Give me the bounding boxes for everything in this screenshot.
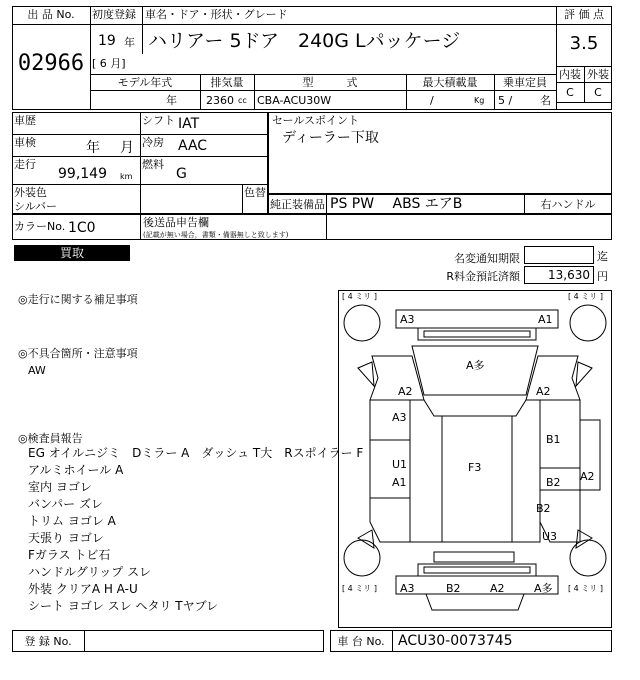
inspector-report-line: 天張り ヨゴレ [28,531,104,545]
defects-value: AW [28,364,46,377]
inspection-month: 月 [120,140,134,156]
displacement-unit: cc [238,96,247,105]
capacity-value: 5 / [498,94,513,107]
mileage-unit: km [120,172,133,181]
history-label: 車歴 [14,114,36,127]
inspector-report-line: ハンドルグリップ スレ [28,565,152,579]
shift-value: IAT [178,116,200,132]
purchase-badge: 買取 [14,245,130,261]
tire-depth-rear-left: [ 4 ミリ ] [342,584,377,593]
first-reg-year: 19 [98,33,116,49]
fuel-label: 燃料 [142,158,164,171]
shift-label: シフト [142,114,175,127]
inspector-report-line: 室内 ヨゴレ [28,480,92,494]
post-doc-label: 後送品申告欄 [143,216,209,229]
max-load-label: 最大積載量 [422,76,478,89]
mark-left-rear-door-u: U1 [392,458,408,471]
interior-label: 内装 [559,68,581,81]
exterior-label: 外装 [587,68,609,81]
mark-right-quarter-u: U3 [542,530,558,543]
mark-left-fender: A2 [398,385,413,398]
sales-point-label: セールスポイント [272,114,360,127]
interior-grade: C [566,86,574,99]
ac-value: AAC [178,138,208,154]
equipment-label: 純正装備品 [270,198,325,211]
inspector-report-line: EG オイルニジミ Dミラー A ダッシュ T大 Rスポイラー F [28,446,364,460]
mileage-value: 99,149 [58,166,107,182]
mark-rear-bumper-mid: B2 [446,582,461,595]
mark-rear-bumper-right: A多 [534,582,553,595]
capacity-unit: 名 [540,94,551,107]
rating-label: 評 価 点 [564,8,604,21]
recycle-label: R料金預託済額 [446,270,520,283]
fuel-value: G [176,166,187,182]
rating-value: 3.5 [569,33,599,54]
car-outline [338,290,612,628]
post-doc-note: (記載が無い場合，書類・備器無しと致します) [143,231,289,239]
tire-depth-front-left: [ 4 ミリ ] [342,292,377,301]
recycle-amount: 13,630 [548,268,590,282]
inspector-report-line: 外装 クリアA H A-U [28,582,138,596]
first-reg-year-unit: 年 [124,36,135,49]
color-no-label: カラーNo. [14,220,66,233]
mark-right-front-door: B1 [546,433,561,446]
ac-label: 冷房 [142,136,164,149]
mark-front-bumper-left: A3 [400,313,415,326]
name-change-box [524,246,594,264]
inspector-report-line: アルミホイール A [28,463,124,477]
mark-front-bumper-right: A1 [538,313,553,326]
mark-hood: A多 [466,359,485,372]
mark-right-quarter-b: B2 [536,502,551,515]
color-change-label: 色替 [244,186,266,199]
model-code-label: 型 式 [302,76,358,89]
recycle-unit: 円 [597,270,608,283]
name-change-unit: 迄 [597,250,608,263]
name-change-label: 名変通知期限 [454,252,520,265]
mark-right-fender: A2 [536,385,551,398]
mark-right-edge: A2 [580,470,595,483]
chassis-label: 車 台 No. [337,635,385,648]
defects-title: ◎不具合箇所・注意事項 [18,347,138,360]
mark-rear-bumper-a2: A2 [490,582,505,595]
lot-label: 出 品 No. [27,8,75,21]
car-name-label: 車名・ドア・形状・グレード [145,8,288,21]
inspector-report-line: Fガラス トビ石 [28,548,111,562]
inspector-title: ◎検査員報告 [18,432,83,445]
color-no-value: 1C0 [68,220,96,236]
inspector-report-line: シート ヨゴレ スレ ヘタリ Tヤブレ [28,599,219,613]
inspector-report-line: トリム ヨゴレ A [28,514,116,528]
sales-point-value: ディーラー下取 [282,130,379,146]
exterior-grade: C [594,86,602,99]
model-code: CBA-ACU30W [257,94,332,107]
lot-number: 02966 [17,51,85,76]
mark-rear-bumper-left: A3 [400,582,415,595]
car-name: ハリアー 5ドア 240G Lパッケージ [148,30,461,52]
mark-left-front-door: A3 [392,411,407,424]
inspection-label: 車検 [14,136,36,149]
mileage-label: 走行 [14,158,36,171]
chassis-number: ACU30-0073745 [398,633,513,649]
tire-depth-front-right: [ 4 ミリ ] [568,292,603,301]
inspection-year: 年 [86,140,100,156]
color-no-frame [12,214,612,240]
first-reg-label: 初度登録 [92,8,136,21]
displacement-value: 2360 [206,94,234,107]
steering-value: 右ハンドル [540,198,596,211]
displacement-label: 排気量 [210,76,244,89]
exterior-color: シルバー [14,200,57,213]
max-load-slash: / [430,94,434,107]
max-load-unit: Kg [474,96,485,105]
registration-label: 登 録 No. [24,635,72,648]
tire-depth-rear-right: [ 4 ミリ ] [568,584,603,593]
mark-roof: F3 [468,461,482,474]
first-reg-month: [ 6 月] [92,57,126,70]
model-year-label: モデル年式 [117,76,173,89]
mark-right-rear-door: B2 [546,476,561,489]
equipment-value: PS PW ABS エアB [330,196,463,212]
model-year-unit: 年 [166,94,177,107]
mark-left-rear-door-a: A1 [392,476,407,489]
exterior-color-label: 外装色 [14,186,47,199]
driving-notes-title: ◎走行に関する補足事項 [18,293,138,306]
inspector-report-line: バンパー ズレ [28,497,103,511]
capacity-label: 乗車定員 [503,76,547,89]
